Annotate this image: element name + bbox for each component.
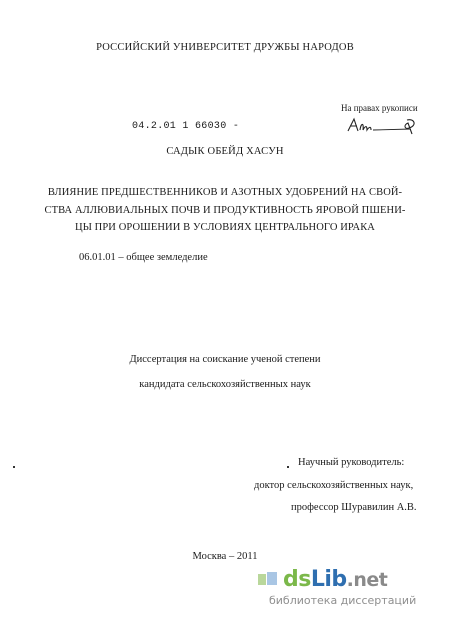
logo-ds: ds <box>283 567 311 592</box>
scan-speck <box>13 466 15 468</box>
dslib-logo-icon <box>257 571 279 587</box>
thesis-title-line-3: ЦЫ ПРИ ОРОШЕНИИ В УСЛОВИЯХ ЦЕНТРАЛЬНОГО ИРАКА <box>75 222 375 233</box>
dslib-subtitle: библиотека диссертаций <box>269 594 417 607</box>
degree-line-1: Диссертация на соискание ученой степени <box>129 354 321 365</box>
university-name: РОССИЙСКИЙ УНИВЕРСИТЕТ ДРУЖБЫ НАРОДОВ <box>96 42 354 53</box>
degree-line-2: кандидата сельскохозяйственных наук <box>139 379 311 390</box>
scan-speck <box>287 466 289 468</box>
registry-stamp-number: 04.2.01 1 66030 - <box>132 121 240 132</box>
city-year: Москва – 2011 <box>192 551 258 562</box>
logo-net: .net <box>346 569 388 591</box>
dslib-logo-text <box>283 567 387 592</box>
specialty-code: 06.01.01 – общее земледелие <box>79 252 208 263</box>
thesis-title-line-1: ВЛИЯНИЕ ПРЕДШЕСТВЕННИКОВ И АЗОТНЫХ УДОБРЕНИЙ НА СВОЙ- <box>47 187 403 198</box>
logo-lib: Lib <box>310 567 347 592</box>
dslib-watermark[interactable] <box>269 567 443 611</box>
thesis-title-line-2: СТВА АЛЛЮВИАЛЬНЫХ ПОЧВ И ПРОДУКТИВНОСТЬ ЯРОВОЙ ПШЕНИ- <box>44 205 406 216</box>
supervisor-label: Научный руководитель: <box>298 457 405 468</box>
manuscript-rights-label: На правах рукописи <box>341 103 418 113</box>
handwritten-signature <box>345 114 420 136</box>
supervisor-name: профессор Шуравилин А.В. <box>291 502 417 513</box>
supervisor-degree: доктор сельскохозяйственных наук, <box>254 480 414 491</box>
author-name: САДЫК ОБЕЙД ХАСУН <box>166 146 284 157</box>
